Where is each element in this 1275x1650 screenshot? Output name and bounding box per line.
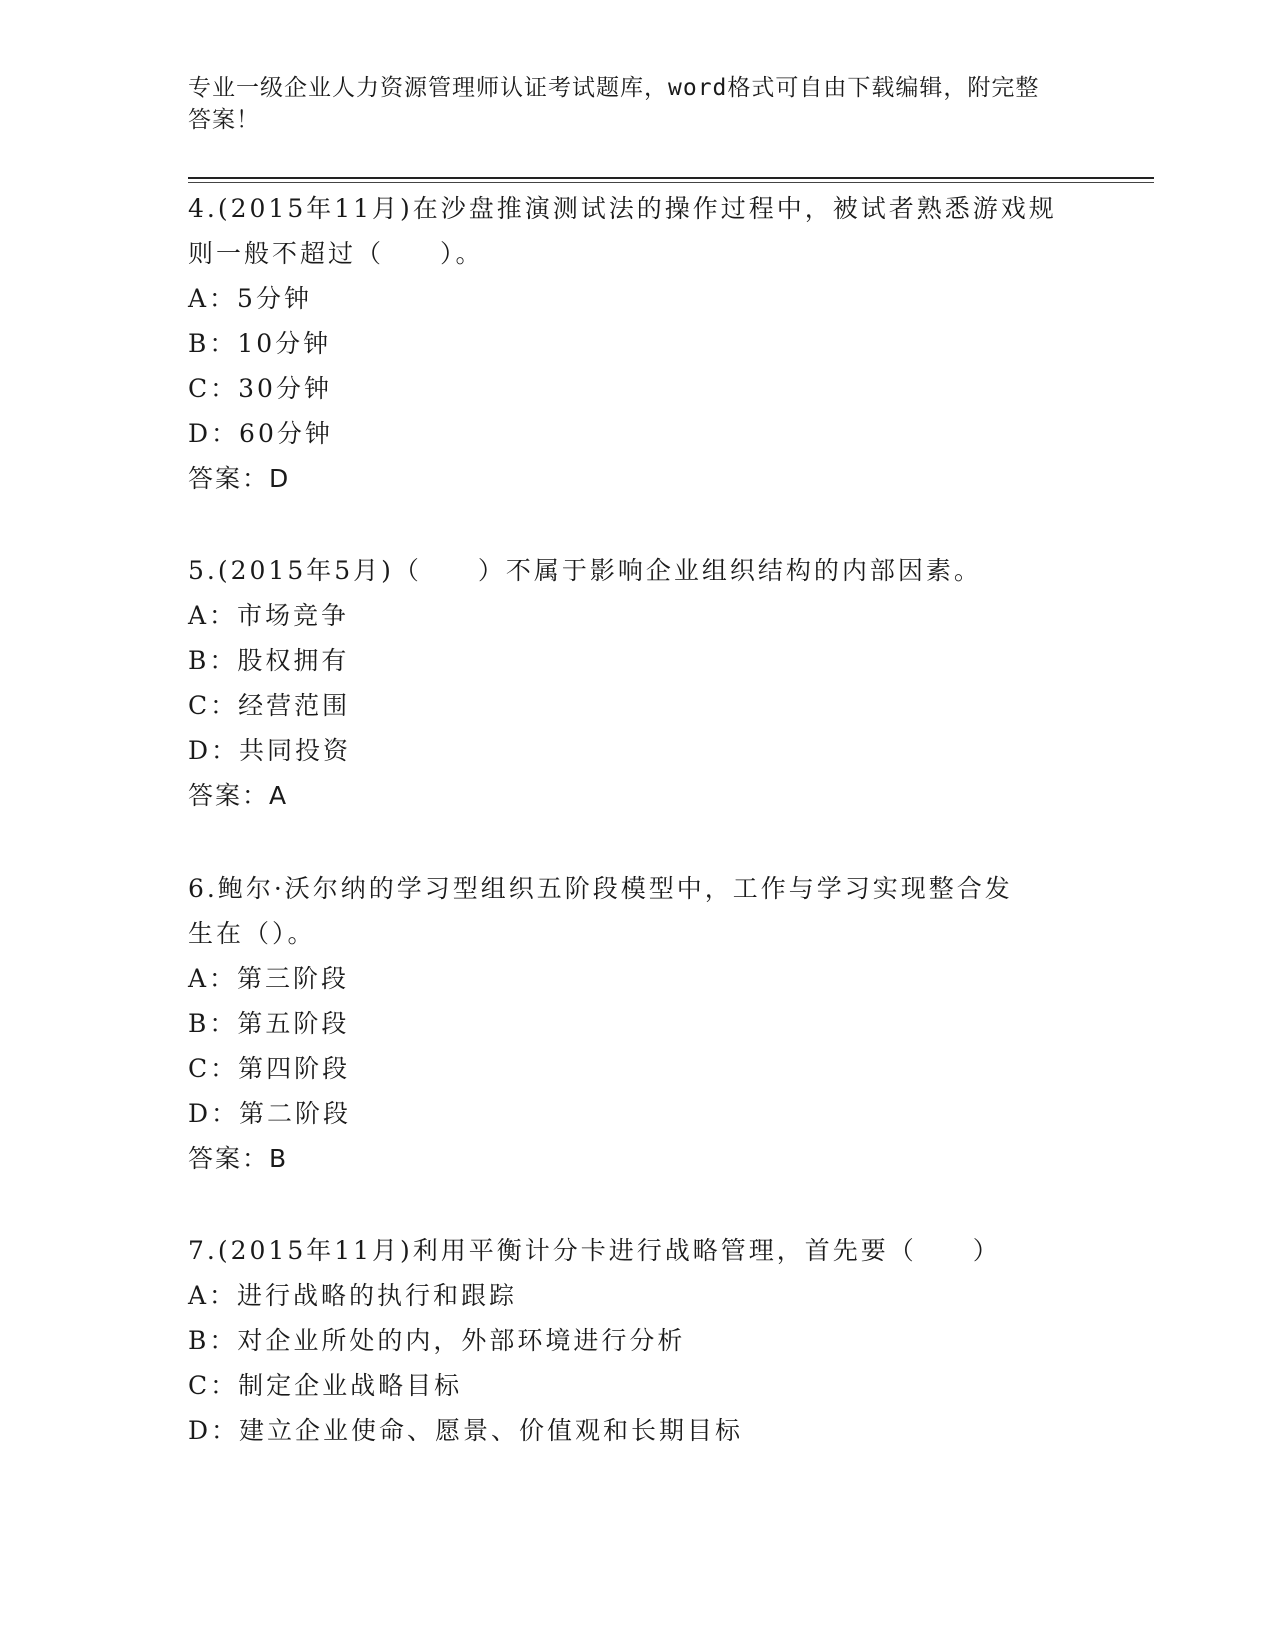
header-line-1: 专业一级企业人力资源管理师认证考试题库，word格式可自由下载编辑，附完整	[188, 75, 1040, 101]
option-b: B：股权拥有	[188, 646, 350, 675]
option-d: D：第二阶段	[188, 1099, 352, 1128]
option-d: D：建立企业使命、愿景、价值观和长期目标	[188, 1416, 744, 1445]
question-text-line: 生在（）。	[188, 919, 316, 948]
question-text	[188, 1228, 1088, 1273]
question-text-line: 7.(2015年11月)利用平衡计分卡进行战略管理，首先要（ ）	[188, 1236, 1001, 1265]
header-divider-thin	[188, 182, 1154, 183]
question-6	[188, 866, 1088, 1181]
option-c: C：制定企业战略目标	[188, 1371, 463, 1400]
question-7	[188, 1228, 1088, 1453]
question-4	[188, 186, 1088, 501]
option-b: B：第五阶段	[188, 1009, 350, 1038]
option-a: A：第三阶段	[188, 964, 350, 993]
option-b: B：对企业所处的内，外部环境进行分析	[188, 1326, 686, 1355]
option-c: C：第四阶段	[188, 1054, 351, 1083]
answer: 答案：B	[188, 1144, 289, 1173]
answer: 答案：D	[188, 464, 291, 493]
question-text-line: 5.(2015年5月)（ ）不属于影响企业组织结构的内部因素。	[188, 556, 982, 585]
option-a: A：进行战略的执行和跟踪	[188, 1281, 518, 1310]
answer: 答案：A	[188, 781, 289, 810]
question-text-line: 则一般不超过（ ）。	[188, 239, 484, 268]
option-a: A：市场竞争	[188, 601, 350, 630]
option-d: D：60分钟	[188, 419, 333, 448]
option-d: D：共同投资	[188, 736, 352, 765]
header-line-2: 答案！	[188, 107, 260, 133]
question-text-line: 4.(2015年11月)在沙盘推演测试法的操作过程中，被试者熟悉游戏规	[188, 194, 1057, 223]
question-5	[188, 548, 1088, 818]
option-b: B：10分钟	[188, 329, 332, 358]
option-a: A：5分钟	[188, 284, 312, 313]
question-text	[188, 866, 1088, 956]
question-text	[188, 186, 1088, 276]
question-text	[188, 548, 1088, 593]
header-divider-thick	[188, 177, 1154, 179]
option-c: C：30分钟	[188, 374, 332, 403]
question-text-line: 6.鲍尔·沃尔纳的学习型组织五阶段模型中，工作与学习实现整合发	[188, 874, 1013, 903]
option-c: C：经营范围	[188, 691, 351, 720]
document-header	[188, 72, 1088, 136]
